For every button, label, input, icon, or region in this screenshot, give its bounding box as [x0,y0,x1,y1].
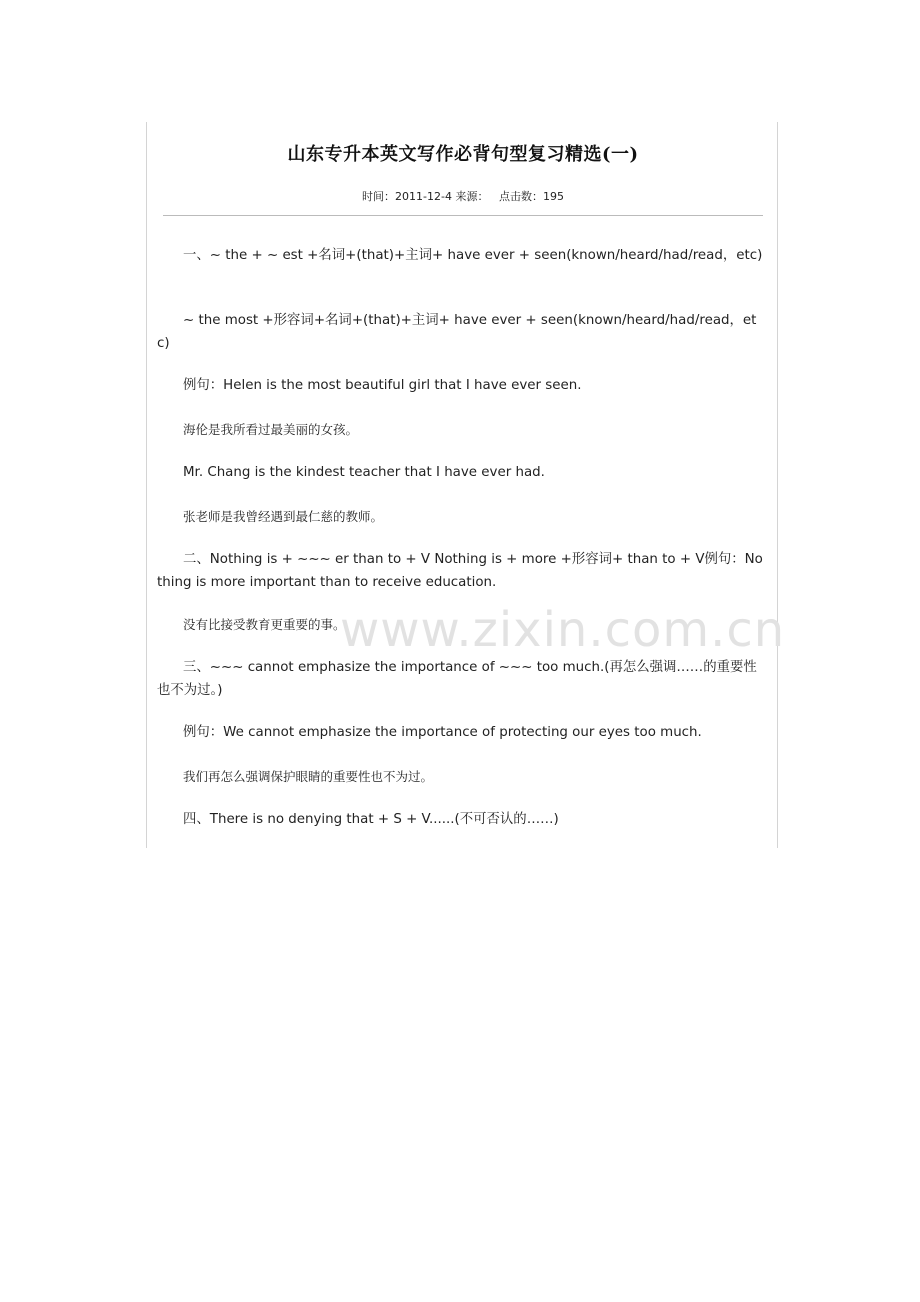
watermark: www.zixin.com.cn [340,602,786,658]
time-label: 时间： [362,190,396,203]
paragraph-pattern-2: 二、Nothing is + ~~~ er than to + V Nothing is + more +形容词+ than to + V例句：Nothing is more important than to receive education. [157,552,763,590]
paragraph-example-1: 例句：Helen is the most beautiful girl that I have ever seen. [183,378,582,393]
article-frame [146,122,778,848]
paragraph-translation-1: 海伦是我所看过最美丽的女孩。 [183,422,359,437]
click-count: 195 [542,190,564,203]
paragraph-translation-2: 张老师是我曾经遇到最仁慈的教师。 [183,509,384,524]
publish-date: 2011-12-4 [395,190,452,203]
paragraph-translation-3: 没有比接受教育更重要的事。 [183,617,346,632]
paragraph-pattern-3: 三、~~~ cannot emphasize the importance of ~~~ too much.(再怎么强调……的重要性也不为过。) [157,660,757,698]
article-meta [147,188,779,204]
source-label: 来源： [455,190,489,203]
paragraph-translation-4: 我们再怎么强调保护眼睛的重要性也不为过。 [183,769,434,784]
clicks-label: 点击数： [498,190,543,203]
paragraph-pattern-1: 一、~ the + ~ est +名词+(that)+主词+ have ever + seen(known/heard/had/read，etc) [183,248,763,263]
paragraph-example-2: Mr. Chang is the kindest teacher that I have ever had. [183,465,545,480]
paragraph-example-3: 例句：We cannot emphasize the importance of protecting our eyes too much. [183,725,702,740]
header-divider [163,215,763,216]
paragraph-pattern-4: 四、There is no denying that + S + V......(不可否认的……) [183,812,559,827]
paragraph-pattern-1b: ~ the most +形容词+名词+(that)+主词+ have ever + seen(known/heard/had/read，etc) [157,313,757,351]
article-title: 山东专升本英文写作必背句型复习精选(一) [287,144,639,165]
